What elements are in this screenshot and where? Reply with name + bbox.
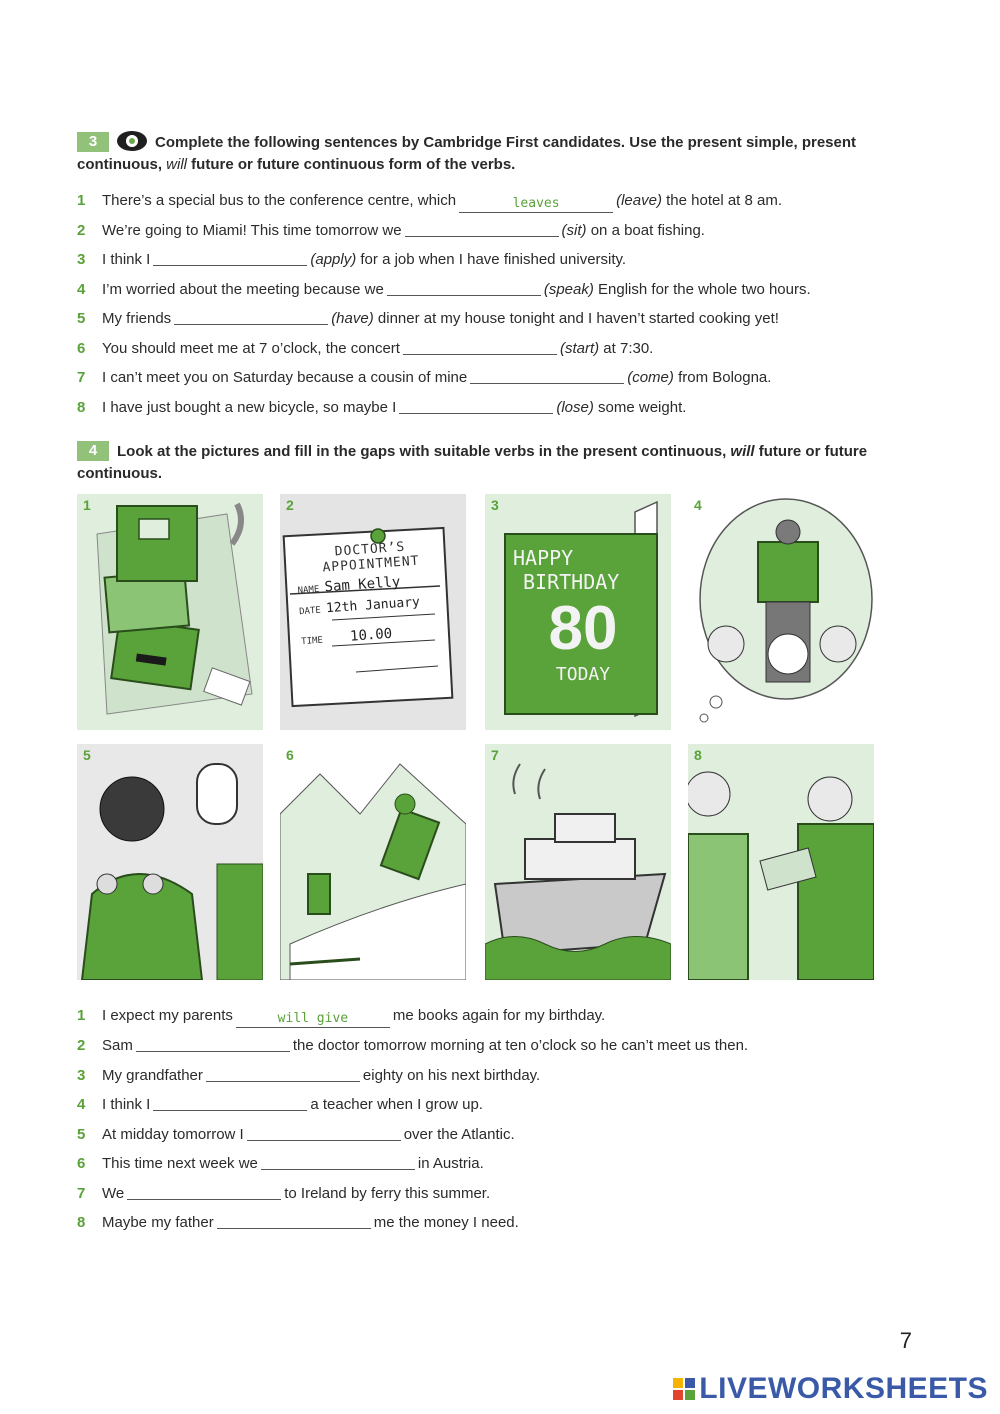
date-label: DATE: [298, 605, 322, 618]
picture-number: 2: [286, 497, 294, 513]
picture-6-skiers: [280, 744, 466, 980]
time-label: TIME: [300, 635, 324, 648]
answer-input[interactable]: [153, 1094, 307, 1111]
ex4-sentence-7: 7 We to Ireland by ferry this summer.: [77, 1185, 491, 1202]
page-number: 7: [899, 1328, 912, 1353]
picture-1-books: [77, 494, 263, 730]
name-value: Sam Kelly: [324, 574, 401, 596]
ex4-sentence-5: 5 At midday tomorrow I over the Atlantic.: [77, 1126, 515, 1143]
liveworksheets-icon: [673, 1378, 695, 1400]
card-line-today: TODAY: [555, 664, 611, 685]
heading-text: Complete the following sentences by Cambridge First candidates. Use the present simple, present continuous,: [77, 134, 857, 173]
answer-input[interactable]: [261, 1153, 415, 1170]
heading-text-end: future or future continuous.: [77, 443, 868, 482]
picture-8-money-exchange: [688, 744, 874, 980]
ex3-sentence-2: 2 We’re going to Miami! This time tomorrow we (sit) on a boat fishing.: [77, 222, 705, 239]
exercise-4-heading: [77, 441, 877, 485]
liveworksheets-logo[interactable]: [673, 1372, 988, 1406]
heading-will: will: [166, 156, 188, 173]
answer-input[interactable]: [153, 249, 307, 266]
picture-number: 7: [491, 747, 499, 763]
answer-input[interactable]: [387, 279, 541, 296]
ex3-sentence-4: 4 I’m worried about the meeting because we (speak) English for the whole two hours.: [77, 281, 811, 298]
ex4-sentence-6: 6 This time next week we in Austria.: [77, 1155, 484, 1172]
picture-3-birthday-card: [485, 494, 671, 730]
picture-number: 1: [83, 497, 91, 513]
answer-input[interactable]: [399, 397, 553, 414]
picture-number: 3: [491, 497, 499, 513]
exercise-number-badge: 4: [77, 441, 109, 461]
brand-name: LIVEWORKSHEETS: [699, 1372, 988, 1405]
date-value: 12th January: [325, 594, 421, 617]
card-line-birthday: BIRTHDAY: [523, 570, 620, 594]
answer-input[interactable]: [136, 1035, 290, 1052]
ex3-sentence-8: 8 I have just bought a new bicycle, so maybe I (lose) some weight.: [77, 399, 687, 416]
answer-input[interactable]: [127, 1183, 281, 1200]
heading-text-end: future or future continuous form of the verbs.: [187, 156, 516, 173]
answer-input[interactable]: [217, 1212, 371, 1229]
answer-input[interactable]: leaves: [459, 196, 613, 213]
time-value: 10.00: [349, 625, 393, 645]
picture-4-teacher-dream: [688, 494, 874, 730]
picture-2-appointment-card: [280, 494, 466, 730]
picture-number: 8: [694, 747, 702, 763]
ex4-sentence-4: 4 I think I a teacher when I grow up.: [77, 1096, 483, 1113]
ex4-sentence-1: 1 I expect my parents will give me books again for my birthday.: [77, 1007, 606, 1026]
ex3-sentence-7: 7 I can’t meet you on Saturday because a cousin of mine (come) from Bologna.: [77, 369, 772, 386]
heading-text: Look at the pictures and fill in the gaps with suitable verbs in the present continuous,: [117, 443, 731, 460]
answer-input[interactable]: [470, 367, 624, 384]
name-label: NAME: [297, 584, 320, 597]
answer-input[interactable]: [405, 220, 559, 237]
ex3-sentence-5: 5 My friends (have) dinner at my house tonight and I haven’t started cooking yet!: [77, 310, 779, 327]
exercise-3-heading: [77, 131, 877, 176]
answer-input[interactable]: [247, 1124, 401, 1141]
eye-icon: [117, 131, 147, 151]
picture-5-plane-passenger: [77, 744, 263, 980]
card-subtitle: APPOINTMENT: [322, 553, 420, 576]
card-age: 80: [548, 594, 618, 663]
exercise-number-badge: 3: [77, 132, 109, 152]
ex3-sentence-6: 6 You should meet me at 7 o’clock, the concert (start) at 7:30.: [77, 340, 654, 357]
heading-will: will: [730, 443, 755, 460]
picture-number: 5: [83, 747, 91, 763]
ex3-sentence-1: 1 There’s a special bus to the conference centre, which leaves (leave) the hotel at 8 am.: [77, 192, 783, 211]
card-title: DOCTOR’S: [334, 539, 406, 560]
picture-7-ferry: [485, 744, 671, 980]
ex4-sentence-3: 3 My grandfather eighty on his next birthday.: [77, 1067, 541, 1084]
ex4-sentence-2: 2 Sam the doctor tomorrow morning at ten o’clock so he can’t meet us then.: [77, 1037, 749, 1054]
answer-input[interactable]: [206, 1065, 360, 1082]
ex4-sentence-8: 8 Maybe my father me the money I need.: [77, 1214, 519, 1231]
card-line-happy: HAPPY: [513, 546, 574, 570]
answer-input[interactable]: will give: [236, 1011, 390, 1028]
picture-number: 4: [694, 497, 702, 513]
answer-input[interactable]: [403, 338, 557, 355]
picture-number: 6: [286, 747, 294, 763]
ex3-sentence-3: 3 I think I (apply) for a job when I have finished university.: [77, 251, 627, 268]
answer-input[interactable]: [174, 308, 328, 325]
